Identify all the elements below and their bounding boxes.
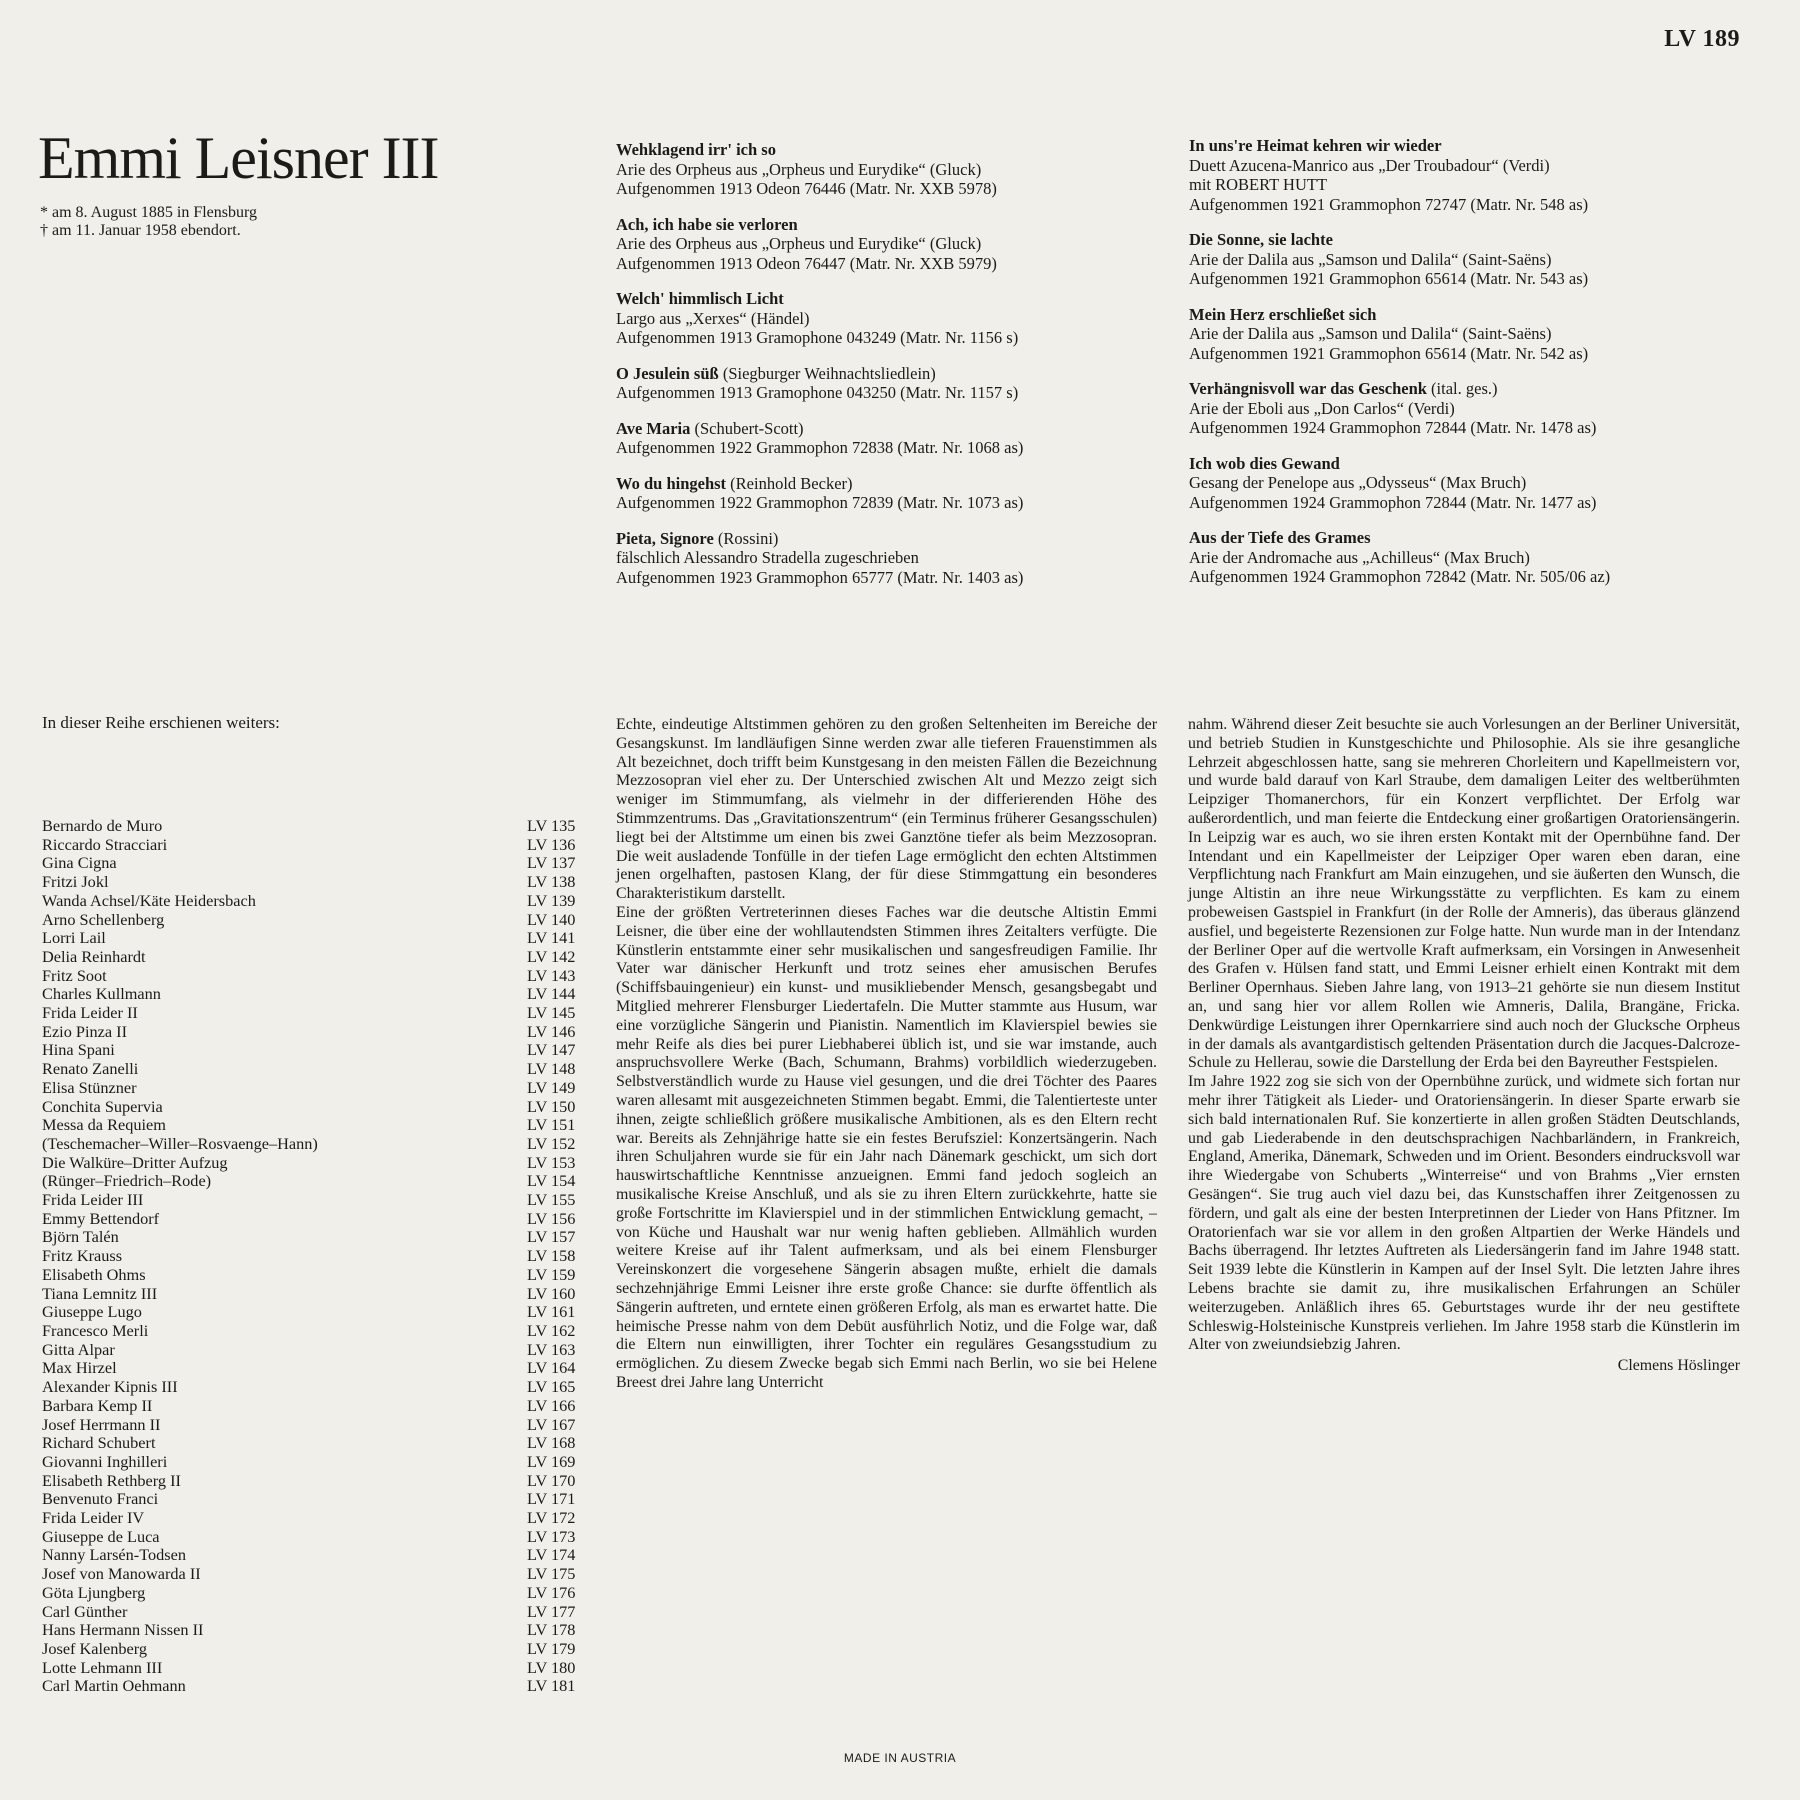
series-artist: Bernardo de Muro [42,816,163,835]
track-title: Verhängnisvoll war das Geschenk [1189,379,1427,398]
series-catalog-number: LV 155 [527,1190,576,1210]
album-title: Emmi Leisner III [38,125,439,191]
series-item [42,967,587,986]
series-item [42,1154,587,1173]
series-artist: Nanny Larsén-Todsen [42,1545,186,1565]
series-artist: Josef von Manowarda II [42,1564,201,1584]
series-catalog-number: LV 162 [527,1320,576,1340]
series-item [42,873,587,892]
series-item [42,1640,587,1659]
series-catalog-number: LV 138 [527,872,576,892]
track-detail: Aufgenommen 1923 Grammophon 65777 (Matr. Nr. 1403 as) [616,567,1024,587]
series-item [42,929,587,948]
series-artist: (Teschemacher–Willer–Rosvaenge–Hann) [42,1133,318,1153]
series-artist: Giuseppe Lugo [42,1302,142,1322]
series-artist: Giovanni Inghilleri [42,1451,168,1471]
track-detail: Aufgenommen 1921 Grammophon 65614 (Matr. Nr. 543 as) [1189,269,1589,288]
track-detail: Aufgenommen 1913 Odeon 76447 (Matr. Nr. XXB 5979) [616,253,997,273]
birth-date: * am 8. August 1885 in Flensburg [40,204,258,221]
series-item [42,1079,587,1098]
series-artist: Frida Leider III [42,1190,144,1210]
track-note: (Rossini) [713,528,779,548]
series-artist: (Rünger–Friedrich–Rode) [42,1171,212,1191]
series-catalog-number: LV 154 [527,1171,576,1191]
series-catalog-number: LV 171 [527,1489,576,1509]
liner-notes-column-1 [616,716,1157,1393]
series-item [42,1397,587,1416]
series-artist: Göta Ljungberg [42,1582,146,1602]
series-catalog-number: LV 151 [527,1115,576,1135]
track-entry [1189,230,1749,289]
series-catalog-number: LV 166 [527,1395,576,1415]
series-artist: Alexander Kipnis III [42,1377,178,1397]
track-detail: Gesang der Penelope aus „Odysseus“ (Max Bruch) [1189,473,1527,492]
series-item [42,1303,587,1322]
track-title: Pieta, Signore [616,528,714,548]
series-item [42,1677,587,1696]
series-item [42,1191,587,1210]
track-entry [1189,305,1749,364]
series-catalog-number: LV 160 [527,1283,576,1303]
series-artist: Hans Hermann Nissen II [42,1620,204,1640]
series-artist: Benvenuto Franci [42,1489,159,1509]
series-artist: Lotte Lehmann III [42,1657,163,1677]
series-item [42,985,587,1004]
series-item [42,1621,587,1640]
series-catalog-number: LV 143 [527,965,576,985]
series-artist: Fritz Soot [42,965,107,985]
series-catalog-number: LV 148 [527,1059,576,1079]
series-item [42,1322,587,1341]
series-artist: Ezio Pinza II [42,1021,127,1041]
series-artist: Josef Kalenberg [42,1638,148,1658]
essay-paragraph: Im Jahre 1922 zog sie sich von der Opernbühne zurück, und widmete sich fortan nur mehr ihrer Tätigkeit als Lieder- und Oratoriensängerin. In dieser Sparte erwarb sie sich bald internationalen Ruf. Sie konzertierte in allen großen Städten Deutschlands, und gab Liederabende in den deutschsprachigen Nachbarländern, in Frankreich, England, Amerika, Dänemark, Schweden und im Orient. Besonders eindrucksvoll war ihre Wiedergabe von Schuberts „Winterreise“ und von Brahms „Vier ernsten Gesängen“. Sie trug auch viel dazu bei, das Kunstschaffen ihrer Zeitgenossen zu fördern, und galt als eine der besten Interpretinnen der Lieder von Hans Pfitzner. Im Oratorienfach war sie vor allem in den großen Altpartien der Werke Händels und Bachs überragend. Ihr letztes Auftreten als Liedersängerin fand im Jahre 1948 statt. Seit 1939 lebte die Künstlerin in Kampen auf der Insel Sylt. Die letzten Jahre ihres Lebens brachte sie damit zu, ihre musikalischen Erfahrungen an Schüler weiterzugeben. Anläßlich ihres 65. Geburtstages wurde ihr der neu gestiftete Schleswig-Holsteinische Kunstpreis verliehen. Im Jahre 1958 starb die Künstlerin im Alter von zweiundsiebzig Jahren. [1188,1073,1740,1354]
track-title: In uns're Heimat kehren wir wieder [1189,136,1442,155]
series-catalog-number: LV 175 [527,1564,576,1584]
track-title: Wehklagend irr' ich so [616,140,776,159]
series-artist: Fritz Krauss [42,1246,123,1266]
track-detail: Arie der Andromache aus „Achilleus“ (Max Bruch) [1189,547,1530,567]
series-item [42,1116,587,1135]
series-artist: Lorri Lail [42,928,106,948]
track-note: (Siegburger Weihnachtsliedlein) [718,363,936,383]
series-catalog-number: LV 137 [527,853,576,873]
series-catalog-number: LV 176 [527,1582,576,1602]
track-heading [1189,305,1749,325]
track-entry [616,140,1136,199]
track-entry [616,289,1136,348]
track-heading [616,529,1136,549]
series-catalog-number: LV 135 [527,816,576,835]
series-catalog-number: LV 174 [527,1545,576,1565]
series-catalog-number: LV 178 [527,1620,576,1640]
series-catalog-number: LV 152 [527,1133,576,1153]
track-detail: Aufgenommen 1922 Grammophon 72838 (Matr. Nr. 1068 as) [616,438,1024,457]
series-artist: Emmy Bettendorf [42,1208,160,1228]
series-artist: Carl Martin Oehmann [42,1676,186,1696]
track-heading [616,474,1136,494]
track-entry [1189,136,1749,214]
series-item [42,1023,587,1042]
series-catalog-number: LV 164 [527,1358,576,1378]
series-artist: Messa da Requiem [42,1115,166,1135]
series-catalog-number: LV 180 [527,1657,576,1677]
track-detail: mit ROBERT HUTT [1189,175,1328,194]
track-title: Mein Herz erschließet sich [1189,304,1377,324]
series-catalog-number: LV 179 [527,1638,576,1658]
liner-notes-column-2 [1188,716,1740,1376]
track-detail: Aufgenommen 1924 Grammophon 72844 (Matr. Nr. 1478 as) [1189,418,1597,437]
series-catalog-number: LV 170 [527,1470,576,1490]
series-artist: Elisabeth Ohms [42,1264,146,1284]
series-item [42,1247,587,1266]
track-entry [1189,454,1749,513]
track-detail: Arie der Dalila aus „Samson und Dalila“ (Saint-Saëns) [1189,324,1552,343]
track-entry [616,364,1136,403]
series-artist: Riccardo Stracciari [42,834,168,854]
series-item [42,1210,587,1229]
essay-paragraph: nahm. Während dieser Zeit besuchte sie auch Vorlesungen an der Berliner Universität, und betrieb Studien in Kunstgeschichte und Philosophie. Als sie ihre gesangliche Lehrzeit abgeschlossen hatte, sang sie mehreren Chorleitern und Kapellmeistern vor, und wurde bald darauf von Karl Straube, dem damaligen Leiter des weltberühmten Leipziger Thomanerchors, für ein Konzert verpflichtet. Der Erfolg war außerordentlich, und man feierte die Entdeckung einer großartigen Oratoriensängerin. In Leipzig war es auch, wo sie ihren ersten Kontakt mit der Opernbühne fand. Der Intendant und ein Kapellmeister der Leipziger Oper waren eben daran, eine Verpflichtung nach Frankfurt am Main einzugehen, und sie äußerten den Wunsch, die junge Altistin an ihre neue Wirkungsstätte zu verpflichten. Es kam zu einem probeweisen Gastspiel in Frankfurt (in der Rolle der Amneris), das überaus glänzend ausfiel, und begeisterte Rezensionen zur Folge hatte. Nun wurde man in der Intendanz der Berliner Oper auf die wertvolle Kraft aufmerksam, ein Vorsingen in Anwesenheit des Grafen v. Hülsen fand statt, und Emmi Leisner erhielt einen Kontrakt mit dem Berliner Opernhaus. Sieben Jahre lang, von 1913–21 gehörte sie nun diesem Institut an, und sang hier vor allem Rollen wie Amneris, Dalila, Brangäne, Fricka. Denkwürdige Leistungen ihrer Opernkarriere sind auch noch der Glucksche Orpheus in der damals als avantgardistisch geltenden Präsentation durch die Jacques-Dalcroze-Schule zu Hellerau, sowie die Darstellung der Erda bei den Bayreuther Festspielen. [1188,716,1740,1072]
series-artist: Gitta Alpar [42,1339,115,1359]
series-catalog-number: LV 145 [527,1003,576,1023]
series-item [42,1584,587,1603]
series-item [42,1546,587,1565]
series-artist: Carl Günther [42,1601,128,1621]
series-artist: Wanda Achsel/Käte Heidersbach [42,890,256,910]
series-item [42,1528,587,1547]
track-list-right [1189,136,1749,603]
series-artist: Richard Schubert [42,1433,156,1453]
track-title: Wo du hingehst [616,473,727,493]
series-catalog-number: LV 147 [527,1040,576,1060]
author-signature: Clemens Höslinger [1617,1357,1740,1375]
series-item [42,1285,587,1304]
series-catalog-number: LV 144 [527,984,576,1004]
series-artist: Gina Cigna [42,853,117,873]
series-catalog-number: LV 140 [527,909,576,929]
series-catalog-number: LV 161 [527,1302,576,1322]
track-title: Die Sonne, sie lachte [1189,230,1333,249]
series-catalog-number: LV 168 [527,1433,576,1453]
series-item [42,1004,587,1023]
track-title: Ich wob dies Gewand [1189,453,1340,473]
series-catalog-number: LV 141 [527,928,576,948]
series-item [42,1565,587,1584]
series-item [42,1490,587,1509]
track-heading [1189,528,1749,548]
series-catalog-number: LV 177 [527,1601,576,1621]
track-entry [616,215,1136,274]
series-item [42,948,587,967]
track-detail: Aufgenommen 1913 Gramophone 043250 (Matr. Nr. 1157 s) [616,383,1019,402]
series-artist: Frida Leider II [42,1003,138,1023]
series-item [42,1341,587,1360]
track-detail: Arie des Orpheus aus „Orpheus und Eurydike“ (Gluck) [616,159,982,179]
series-artist: Renato Zanelli [42,1059,139,1079]
track-detail: Aufgenommen 1913 Odeon 76446 (Matr. Nr. XXB 5978) [616,179,997,198]
track-heading [616,364,1136,384]
series-artist: Björn Talén [42,1227,119,1247]
series-item [42,1266,587,1285]
track-detail: Aufgenommen 1924 Grammophon 72844 (Matr. Nr. 1477 as) [1189,492,1597,512]
series-item [42,817,587,836]
track-detail: Duett Azucena-Manrico aus „Der Troubadour“ (Verdi) [1189,155,1550,175]
series-item [42,1509,587,1528]
series-catalog-number: LV 146 [527,1021,576,1041]
series-catalog-number: LV 159 [527,1264,576,1284]
series-artist: Elisa Stünzner [42,1077,137,1097]
series-catalog-number: LV 158 [527,1246,576,1266]
track-heading [1189,379,1749,399]
track-note: (ital. ges.) [1426,379,1498,398]
track-note: (Schubert-Scott) [690,418,804,438]
track-title: Ave Maria [616,418,691,438]
series-item [42,1472,587,1491]
catalog-number: LV 189 [1664,26,1740,52]
series-artist: Giuseppe de Luca [42,1526,160,1546]
track-heading [1189,136,1749,156]
track-detail: Aufgenommen 1922 Grammophon 72839 (Matr. Nr. 1073 as) [616,493,1024,512]
track-heading [616,289,1136,309]
series-list [42,817,587,1696]
series-artist: Die Walküre–Dritter Aufzug [42,1152,228,1172]
track-list-left [616,140,1136,603]
series-item [42,1098,587,1117]
essay-paragraph: Eine der größten Vertreterinnen dieses Faches war die deutsche Altistin Emmi Leisner, die über eine der wohllautendsten Stimmen ihres Zeitalters verfügte. Die Künstlerin entstammte einer sehr musikalischen und sangesfreudigen Familie. Ihr Vater war dänischer Herkunft und trotz seines eher amusischen Berufes (Schiffsbauingenieur) ein kunst- und musikliebender Mensch, gesangsbegabt und Mitglied mehrerer Flensburger Liedertafeln. Die Mutter stammte aus Husum, war eine vorzügliche Sängerin und Pianistin. Namentlich im Klavierspiel bewies sie mehr Reife als dies bei purer Liebhaberei üblich ist, und sie war imstande, auch anspruchsvollere Werke (Bach, Schumann, Brahms) vorbildlich wiederzugeben. Selbstverständlich wurde zu Hause viel gesungen, und die drei Töchter des Paares waren allesamt mit ausgezeichneten Stimmen begabt. Emmi, die Talentierteste unter ihnen, zeigte schließlich größere musikalische Ambitionen, als es den Eltern recht war. Bereits als Zehnjährige hatte sie ein festes Berufsziel: Konzertsängerin. Nach ihren Schuljahren wurde sie für ein Jahr nach Dänemark geschickt, um sich dort hauswirtschaftliche Kenntnisse anzueignen. Emmi fand jedoch sogleich an musikalische Kreise Anschluß, und als sie zu ihren Eltern zurückkehrte, hatte sie große Fortschritte im Klavierspiel und in der stimmlichen Entwicklung gemacht, – von Küche und Haushalt war nur wenig haften geblieben. Allmählich wurden weitere Kreise auf ihr Talent aufmerksam, und als bei einem Flensburger Vereinskonzert die vorgesehene Sängerin absagen mußte, erhielt die damals sechzehnjährige Emmi Leisner ihre erste große Chance: sie durfte öffentlich als Sängerin auftreten, und erntete einen größeren Erfolg, als man es erwartet hatte. Die heimische Presse nahm von dem Debüt ausführlich Notiz, und die Folge war, daß die Eltern nun einwilligten, ihrer Tochter ein reguläres Gesangsstudium zu ermöglichen. Zu diesem Zwecke begab sich Emmi nach Berlin, wo sie bei Helene Breest drei Jahre lang Unterricht [616,903,1157,1391]
series-catalog-number: LV 157 [527,1227,576,1247]
series-item [42,1453,587,1472]
series-item [42,1135,587,1154]
bio-dates [40,204,257,240]
series-artist: Frida Leider IV [42,1508,145,1528]
series-artist: Barbara Kemp II [42,1395,153,1415]
series-catalog-number: LV 181 [527,1676,576,1696]
series-item [42,1041,587,1060]
track-title: Ach, ich habe sie verloren [616,214,798,234]
series-item [42,1228,587,1247]
series-catalog-number: LV 156 [527,1208,576,1228]
series-catalog-number: LV 167 [527,1414,576,1434]
series-artist: Delia Reinhardt [42,946,146,966]
series-catalog-number: LV 150 [527,1096,576,1116]
track-title: Aus der Tiefe des Grames [1189,528,1371,547]
series-artist: Hina Spani [42,1040,115,1060]
track-detail: Aufgenommen 1921 Grammophon 65614 (Matr. Nr. 542 as) [1189,343,1589,363]
track-detail: Aufgenommen 1921 Grammophon 72747 (Matr. Nr. 548 as) [1189,194,1589,214]
series-catalog-number: LV 149 [527,1077,576,1097]
series-artist: Elisabeth Rethberg II [42,1470,181,1490]
series-heading: In dieser Reihe erschienen weiters: [42,713,280,732]
series-catalog-number: LV 169 [527,1451,576,1471]
track-detail: fälschlich Alessandro Stradella zugeschrieben [616,548,919,567]
series-artist: Arno Schellenberg [42,909,165,929]
series-artist: Charles Kullmann [42,984,161,1004]
series-item [42,1378,587,1397]
series-item [42,892,587,911]
series-item [42,1659,587,1678]
series-artist: Fritzi Jokl [42,872,109,892]
series-item [42,1060,587,1079]
track-heading [1189,230,1749,250]
series-item [42,1434,587,1453]
series-item [42,1359,587,1378]
death-date: † am 11. Januar 1958 ebendort. [40,222,241,239]
essay-paragraph: Echte, eindeutige Altstimmen gehören zu den großen Seltenheiten im Bereiche der Gesangskunst. Im landläufigen Sinne werden zwar alle tieferen Frauenstimmen als Alt bezeichnet, doch trifft beim Kunstgesang in den meisten Fällen die Bezeichnung Mezzosopran viel eher zu. Der Unterschied zwischen Alt und Mezzo zeigt sich weniger im Stimmumfang, als vielmehr in der differierenden Höhe des Stimmzentrums. Das „Gravitationszentrum“ (ein Terminus früherer Gesangsschulen) liegt bei der Altstimme um einen bis zwei Ganztöne tiefer als beim Mezzosopran. Die weit ausladende Tonfülle in der tiefen Lage ermöglicht den echten Altstimmen jenen orgelhaften, pastosen Klang, der für diese Stimmgattung ein besonderes Charakteristikum darstellt. [616,716,1157,903]
track-entry [616,529,1136,588]
track-detail: Aufgenommen 1913 Gramophone 043249 (Matr. Nr. 1156 s) [616,328,1019,347]
series-artist: Max Hirzel [42,1358,117,1378]
series-catalog-number: LV 136 [527,834,576,854]
series-item [42,854,587,873]
series-catalog-number: LV 165 [527,1377,576,1397]
track-heading [1189,454,1749,474]
track-heading [616,419,1136,439]
series-catalog-number: LV 172 [527,1508,576,1528]
track-note: (Reinhold Becker) [726,473,853,493]
track-title: O Jesulein süß [616,363,719,383]
track-title: Welch' himmlisch Licht [616,289,784,308]
series-artist: Francesco Merli [42,1320,149,1340]
track-entry [616,474,1136,513]
track-detail: Arie der Eboli aus „Don Carlos“ (Verdi) [1189,398,1455,418]
series-item [42,911,587,930]
series-catalog-number: LV 142 [527,946,576,966]
track-entry [1189,379,1749,438]
series-artist: Tiana Lemnitz III [42,1283,158,1303]
track-entry [616,419,1136,458]
series-catalog-number: LV 163 [527,1339,576,1359]
series-catalog-number: LV 153 [527,1152,576,1172]
series-item [42,836,587,855]
track-heading [616,140,1136,160]
track-entry [1189,528,1749,587]
track-detail: Arie der Dalila aus „Samson und Dalila“ (Saint-Saëns) [1189,249,1552,269]
track-heading [616,215,1136,235]
track-detail: Largo aus „Xerxes“ (Händel) [616,308,810,328]
track-detail: Arie des Orpheus aus „Orpheus und Eurydike“ (Gluck) [616,234,982,253]
series-catalog-number: LV 139 [527,890,576,910]
series-artist: Josef Herrmann II [42,1414,161,1434]
series-artist: Conchita Supervia [42,1096,163,1116]
series-item [42,1172,587,1191]
series-item [42,1603,587,1622]
track-detail: Aufgenommen 1924 Grammophon 72842 (Matr. Nr. 505/06 az) [1189,567,1611,586]
series-catalog-number: LV 173 [527,1526,576,1546]
series-item [42,1416,587,1435]
made-in-label: MADE IN AUSTRIA [843,1751,957,1765]
